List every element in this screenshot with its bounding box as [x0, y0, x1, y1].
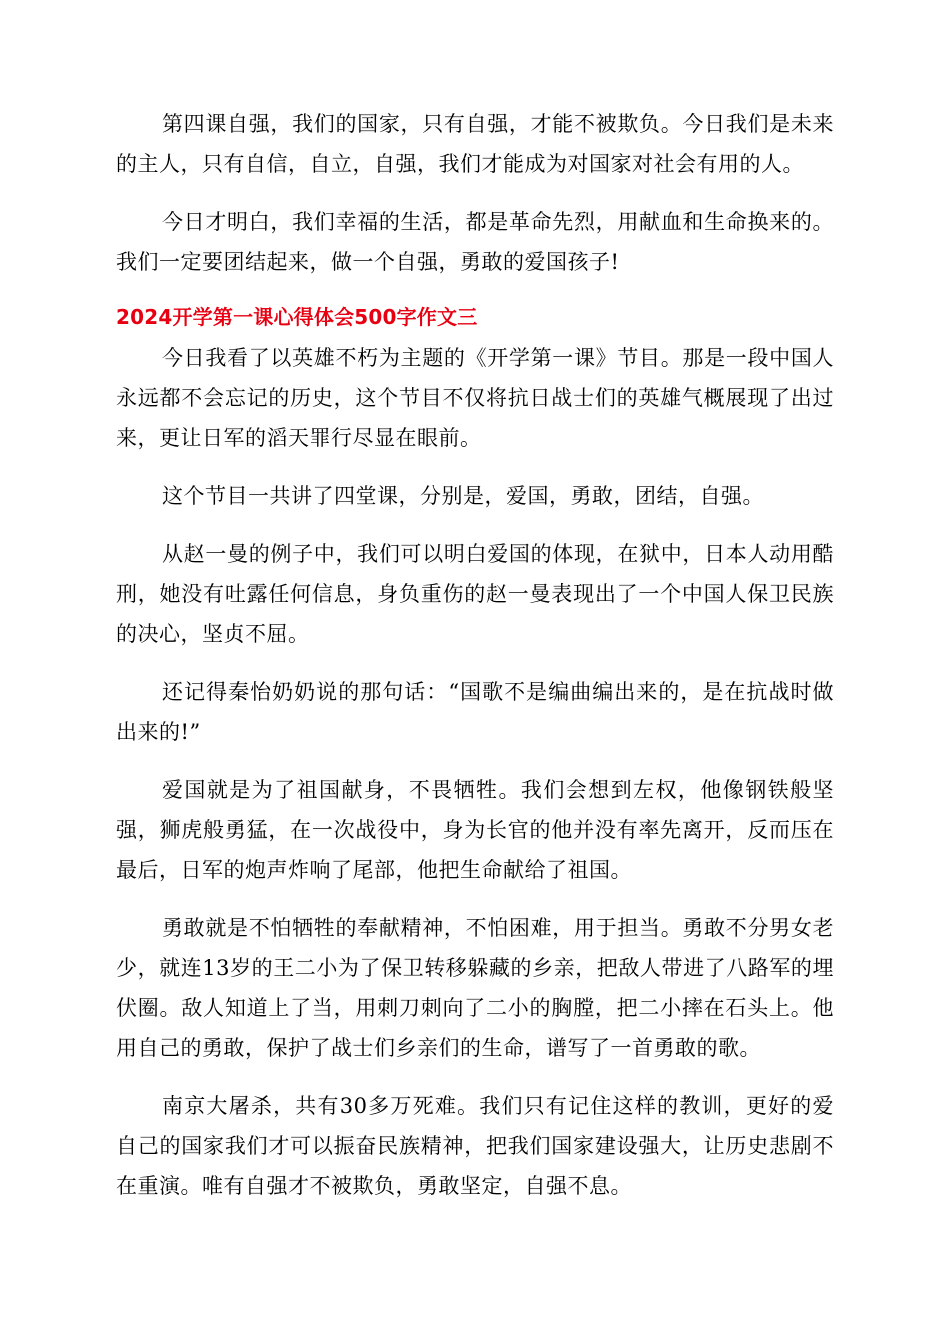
document-page — [116, 104, 834, 1224]
paragraph-understanding: 今日才明白，我们幸福的生活，都是革命先烈，用献血和生命换来的。我们一定要团结起来，做一个自强，勇敢的爱国孩子! — [116, 210, 834, 274]
paragraph-nanjing: 南京大屠杀，共有30多万死难。我们只有记住这样的教训，更好的爱自己的国家我们才可以振奋民族精神，把我们国家建设强大，让历史悲剧不在重演。唯有自强才不被欺负，勇敢坚定，自强不息。 — [116, 1094, 834, 1198]
section-heading: 2024开学第一课心得体会500字作文三 — [116, 305, 478, 329]
paragraph-four-lessons: 这个节目一共讲了四堂课，分别是，爱国，勇敢，团结，自强。 — [162, 484, 764, 508]
paragraph-qin-yi-quote: 还记得秦怡奶奶说的那句话：“国歌不是编曲编出来的，是在抗战时做出来的!” — [116, 680, 834, 744]
paragraph-intro: 今日我看了以英雄不朽为主题的《开学第一课》节目。那是一段中国人永远都不会忘记的历史，这个节目不仅将抗日战士们的英雄气概展现了出过来，更让日军的滔天罪行尽显在眼前。 — [116, 346, 834, 450]
paragraph-zuo-quan: 爱国就是为了祖国献身，不畏牺牲。我们会想到左权，他像钢铁般坚强，狮虎般勇猛，在一次战役中，身为长官的他并没有率先离开，反而压在最后，日军的炮声炸响了尾部，他把生命献给了祖国。 — [116, 778, 834, 882]
paragraph-wang-erxiao: 勇敢就是不怕牺牲的奉献精神，不怕困难，用于担当。勇敢不分男女老少，就连13岁的王二小为了保卫转移躲藏的乡亲，把敌人带进了八路军的埋伏圈。敌人知道上了当，用刺刀刺向了二小的胸膛，把二小摔在石头上。他用自己的勇敢，保护了战士们乡亲们的生命，谱写了一首勇敢的歌。 — [116, 916, 834, 1060]
paragraph-zhao-yiman: 从赵一曼的例子中，我们可以明白爱国的体现，在狱中，日本人动用酷刑，她没有吐露任何信息，身负重伤的赵一曼表现出了一个中国人保卫民族的决心，坚贞不屈。 — [116, 542, 834, 646]
paragraph-lesson-four: 第四课自强，我们的国家，只有自强，才能不被欺负。今日我们是未来的主人，只有自信，自立，自强，我们才能成为对国家对社会有用的人。 — [116, 112, 834, 176]
